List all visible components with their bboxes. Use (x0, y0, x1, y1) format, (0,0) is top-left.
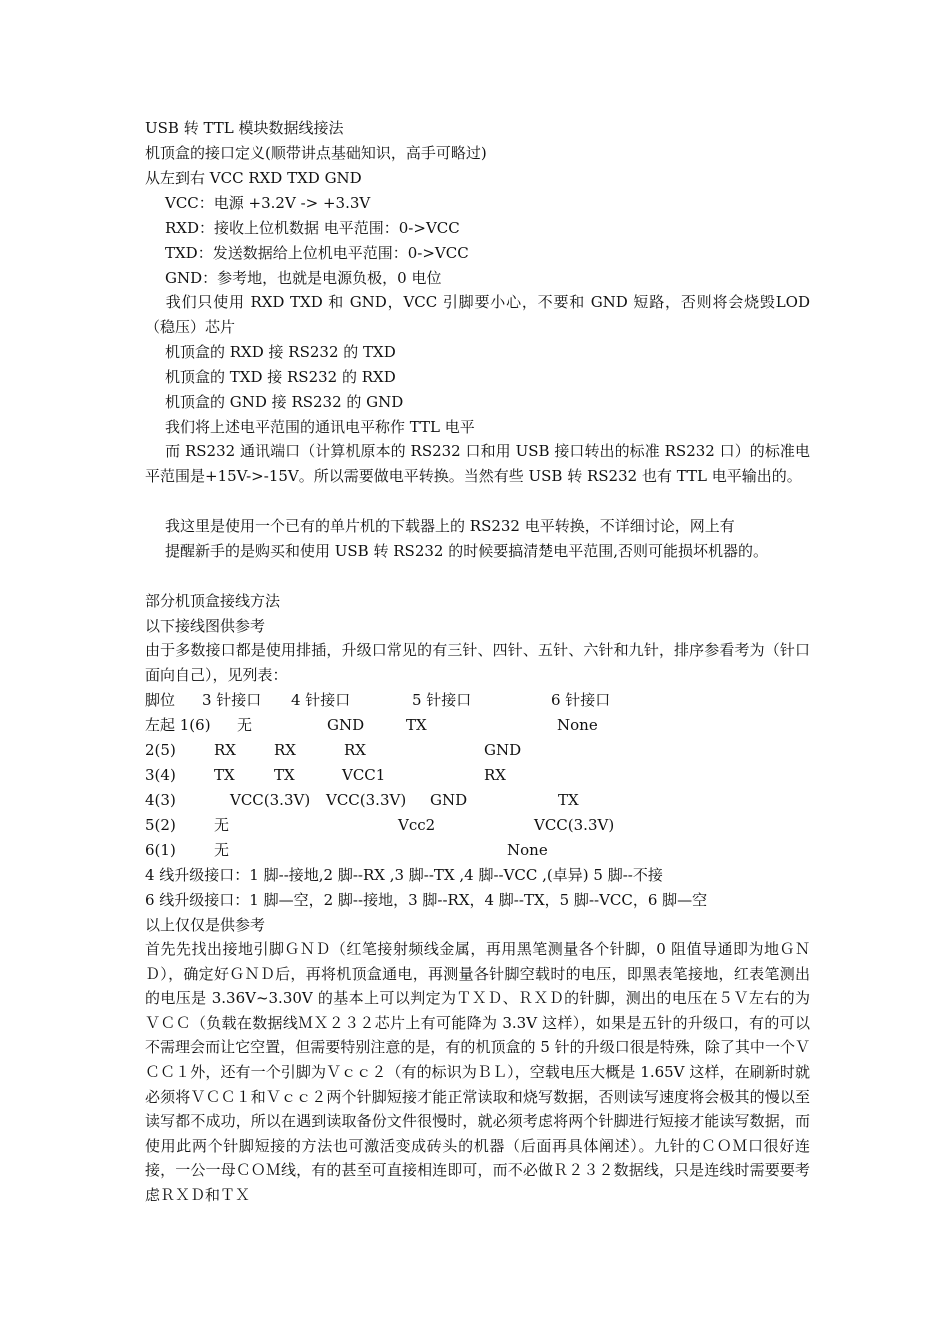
doc-line: VCC：电源 +3.2V -> +3.3V (165, 194, 371, 212)
pin-table-cell: VCC(3.3V) (230, 791, 311, 809)
pin-table-cell: 2(5) (145, 741, 176, 759)
pin-table-cell: 4 针接口 (291, 691, 351, 709)
pin-table-cell: 6(1) (145, 841, 176, 859)
doc-line: 提醒新手的是购买和使用 USB 转 RS232 的时候要搞清楚电平范围,否则可能损坏机器的。 (165, 542, 768, 560)
doc-line: 机顶盒的 TXD 接 RS232 的 RXD (165, 368, 396, 386)
pin-table-cell: TX (274, 766, 295, 784)
pin-table-cell: RX (274, 741, 296, 759)
pin-table-cell: 左起 1(6) (145, 716, 211, 734)
pin-table-cell: 无 (237, 716, 253, 734)
pin-table-cell: RX (484, 766, 506, 784)
pin-table-cell: GND (327, 716, 365, 734)
pin-table-cell: 5(2) (145, 816, 176, 834)
pin-table-cell: TX (406, 716, 427, 734)
pin-table-cell: None (507, 841, 548, 859)
pin-table-cell: VCC1 (342, 766, 386, 784)
doc-paragraph-text: 我们只使用 RXD TXD 和 GND，VCC 引脚要小心，不要和 GND 短路，否则将会烧毁LOD（稳压）芯片 (145, 293, 810, 336)
pin-table-cell: 3(4) (145, 766, 176, 784)
doc-line: 机顶盒的接口定义(顺带讲点基础知识，高手可略过) (145, 144, 487, 162)
pin-table-cell: 脚位 (145, 691, 176, 709)
pin-table-cell: RX (344, 741, 366, 759)
pin-table-cell: VCC(3.3V) (326, 791, 407, 809)
pin-table-cell: Vcc2 (398, 816, 436, 834)
doc-paragraph: 由于多数接口都是使用排插，升级口常见的有三针、四针、五针、六针和九针，排序参看考为（针口面向自己），见列表： (145, 641, 810, 684)
doc-line: 从左到右 VCC RXD TXD GND (145, 169, 362, 187)
doc-line: TXD：发送数据给上位机电平范围：0->VCC (165, 244, 469, 262)
doc-line: GND：参考地，也就是电源负极，0 电位 (165, 269, 442, 287)
doc-line: 6 线升级接口：1 脚—空，2 脚--接地，3 脚--RX，4 脚--TX，5 脚--VCC，6 脚—空 (145, 891, 708, 909)
doc-paragraph (145, 290, 810, 340)
pin-table-cell: GND (484, 741, 522, 759)
doc-paragraph-text: 而 RS232 通讯端口（计算机原本的 RS232 口和用 USB 接口转出的标准 RS232 口）的标准电平范围是+15V->-15V。所以需要做电平转换。当然有些 USB 转 RS232 也有 TTL 电平输出的。 (145, 442, 810, 485)
doc-line: 以下接线图供参考 (145, 617, 266, 635)
doc-line: 我这里是使用一个已有的单片机的下载器上的 RS232 电平转换，不详细讨论，网上有 (165, 517, 735, 535)
doc-title: USB 转 TTL 模块数据线接法 (145, 119, 344, 137)
doc-line: 以上仅仅是供参考 (145, 916, 266, 934)
doc-line: 机顶盒的 GND 接 RS232 的 GND (165, 393, 404, 411)
pin-table-cell: TX (558, 791, 579, 809)
pin-table-cell: 3 针接口 (202, 691, 262, 709)
pin-table-cell: 无 (214, 816, 230, 834)
doc-paragraph (145, 439, 810, 489)
pin-table-cell: TX (214, 766, 235, 784)
pin-table-cell: 无 (214, 841, 230, 859)
doc-line: 我们将上述电平范围的通讯电平称作 TTL 电平 (165, 418, 475, 436)
pin-table-cell: 6 针接口 (551, 691, 611, 709)
pin-table-cell: None (557, 716, 598, 734)
doc-line: RXD：接收上位机数据 电平范围：0->VCC (165, 219, 460, 237)
pin-table-cell: 4(3) (145, 791, 176, 809)
pin-table-cell: RX (214, 741, 236, 759)
doc-paragraph: 首先先找出接地引脚ＧＮＤ（红笔接射频线金属，再用黑笔测量各个针脚，0 阻值导通即为地ＧＮＤ），确定好ＧＮＤ后，再将机顶盒通电，再测量各针脚空载时的电压，即黑表笔接地，红表笔测出的电压是 3.36V~3.30V 的基本上可以判定为ＴＸＤ、ＲＸＤ的针脚，测出的电压在５Ｖ左右的为ＶＣＣ（负载在数据线ＭＸ２３２芯片上有可能降为 3.3V 这样），如果是五针的升级口，有的可以不需理会而让它空置，但需要特别注意的是，有的机顶盒的 5 针的升级口很是特殊，除了其中一个ＶＣＣ１外，还有一个引脚为Ｖｃｃ２（有的标识为ＢＬ），空载电压大概是 1.65V 这样，在刷新时就必须将ＶＣＣ１和Ｖｃｃ２两个针脚短接才能正常读取和烧写数据，否则读写速度将会极其的慢以至读写都不成功，所以在遇到读取备份文件很慢时，就必须考虑将两个针脚进行短接才能读写数据，而使用此两个针脚短接的方法也可激活变成砖头的机器（后面再具体阐述）。九针的ＣＯＭ口很好连接，一公一母ＣＯＭ线，有的甚至可直接相连即可，而不必做Ｒ２３２数据线，只是连线时需要要考虑ＲＸＤ和ＴＸ (145, 940, 810, 1204)
section-title: 部分机顶盒接线方法 (145, 592, 281, 610)
pin-table-cell: GND (430, 791, 468, 809)
doc-line: 机顶盒的 RXD 接 RS232 的 TXD (165, 343, 396, 361)
doc-line: 4 线升级接口：1 脚--接地,2 脚--RX ,3 脚--TX ,4 脚--VCC ,(卓异) 5 脚--不接 (145, 866, 663, 884)
pin-table-cell: VCC(3.3V) (534, 816, 615, 834)
pin-table-cell: 5 针接口 (412, 691, 472, 709)
